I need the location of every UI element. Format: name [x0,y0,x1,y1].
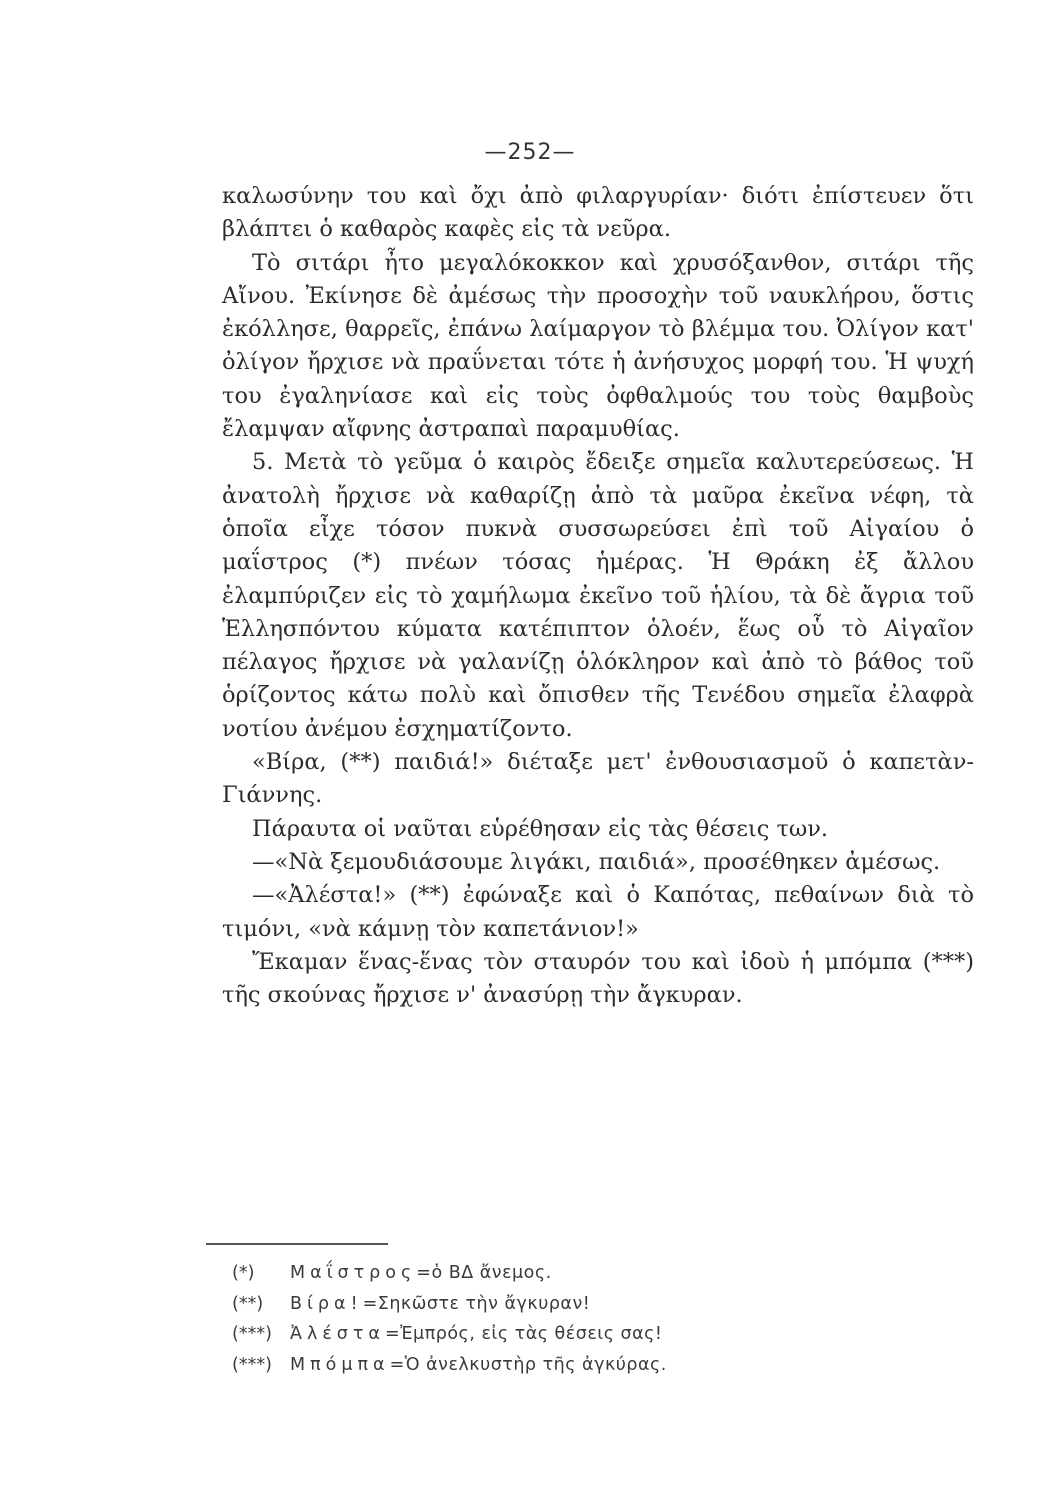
paragraph: —«Ἀλέστα!» (**) ἐφώναξε καὶ ὁ Καπότας, πεθαίνων διὰ τὸ τιμόνι, «νὰ κάμνῃ τὸν καπετάνιον!» [222,882,974,942]
footnote [232,1350,932,1381]
footnote [232,1289,932,1320]
footnote [232,1258,932,1289]
footnote [232,1319,932,1350]
footnotes [232,1258,932,1380]
footnote-definition: =Ὁ ἀνελκυστὴρ τῆς ἀγκύρας. [389,1354,667,1375]
page-number: —252— [484,140,576,165]
footnote-term: Μαΐστρος [290,1263,417,1283]
footnote-definition: =Ἐμπρός, εἰς τὰς θέσεις σας! [384,1324,663,1344]
footnote-mark: (***) [232,1324,272,1344]
paragraph: Ἔκαμαν ἕνας-ἕνας τὸν σταυρόν του καὶ ἰδοὺ ἡ μπόμπα (***) τῆς σκούνας ἤρχισε ν' ἀνασύρῃ τὴν ἄγκυραν. [222,948,974,1009]
body-text [222,180,974,1012]
footnote-term: Βίρα! [290,1293,363,1314]
footnote-mark: (*) [232,1263,255,1283]
paragraph: Τὸ σιτάρι ἦτο μεγαλόκοκκον καὶ χρυσόξανθον, σιτάρι τῆς Αἴνου. Ἐκίνησε δὲ ἀμέσως τὴν προσοχὴν τοῦ ναυκλήρου, ὅστις ἐκόλλησε, θαρρεῖς, ἐπάνω λαίμαργον τὸ βλέμμα του. Ὀλίγον κατ' ὀλίγον ἤρχισε νὰ πραΰνεται τότε ἡ ἀνήσυχος μορφή του. Ἡ ψυχή του ἐγαληνίασε καὶ εἰς τοὺς ὀφθαλμούς του τοὺς θαμβοὺς ἔλαμψαν αἴφνης ἀστραπαὶ παραμυθίας. [222,249,974,443]
paragraph: —«Νὰ ξεμουδιάσουμε λιγάκι, παιδιά», προσέθηκεν ἀμέσως. [252,848,941,875]
footnote-definition: =ὁ ΒΔ ἄνεμος. [416,1263,552,1283]
footnote-mark: (***) [232,1354,272,1375]
footnote-definition: =Σηκῶστε τὴν ἄγκυραν! [362,1293,591,1314]
paragraph: καλωσύνην του καὶ ὄχι ἀπὸ φιλαργυρίαν· διότι ἐπίστευεν ὅτι βλάπτει ὁ καθαρὸς καφὲς εἰς τὰ νεῦρα. [222,183,974,243]
footnote-mark: (**) [232,1293,264,1314]
footnote-divider [206,1243,388,1245]
footnote-term: Ἀλέστα [290,1324,385,1344]
paragraph: «Βίρα, (**) παιδιά!» διέταξε μετ' ἐνθουσιασμοῦ ὁ καπετὰν-Γιάννης. [222,749,974,809]
paragraph: Πάραυτα οἱ ναῦται εὑρέθησαν εἰς τὰς θέσεις των. [252,815,829,842]
paragraph: 5. Μετὰ τὸ γεῦμα ὁ καιρὸς ἔδειξε σημεῖα καλυτερεύσεως. Ἡ ἀνατολὴ ἤρχισε νὰ καθαρίζῃ ἀπὸ τὰ μαῦρα ἐκεῖνα νέφη, τὰ ὁποῖα εἶχε τόσον πυκνὰ συσσωρεύσει ἐπὶ τοῦ Αἰγαίου ὁ μαΐστρος (*) πνέων τόσας ἡμέρας. Ἡ Θράκη ἐξ ἄλλου ἐλαμπύριζεν εἰς τὸ χαμήλωμα ἐκεῖνο τοῦ ἡλίου, τὰ δὲ ἄγρια τοῦ Ἑλλησπόντου κύματα κατέπιπτον ὁλοέν, ἕως οὗ τὸ Αἰγαῖον πέλαγος ἤρχισε νὰ γαλανίζῃ ὁλόκληρον καὶ ἀπὸ τὸ βάθος τοῦ ὁρίζοντος κάτω πολὺ καὶ ὄπισθεν τῆς Τενέδου σημεῖα ἐλαφρὰ νοτίου ἀνέμου ἐσχηματίζοντο. [222,449,974,742]
footnote-term: Μπόμπα [290,1354,390,1375]
